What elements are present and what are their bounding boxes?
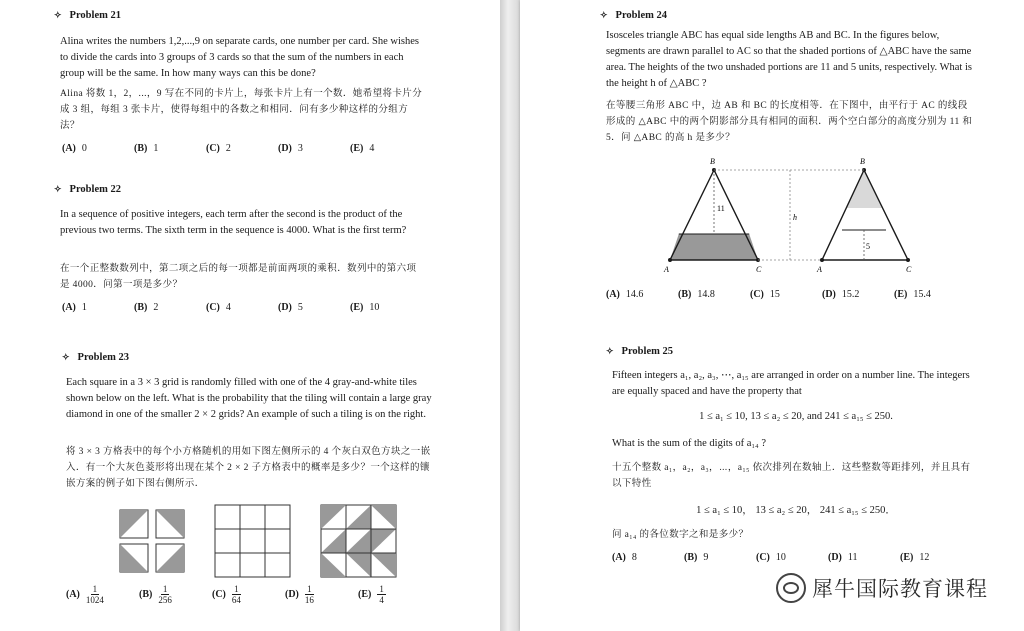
- problem-23-choices: [66, 584, 431, 605]
- choice-d: (D) $\frac{1}{16}$: [285, 584, 314, 605]
- choice-b: (B) 9: [684, 552, 709, 563]
- label-c-left: C: [756, 265, 762, 274]
- label-a-left: A: [664, 265, 669, 274]
- four-tiles-figure: [118, 508, 188, 574]
- choice-d: (D) 3: [278, 143, 303, 154]
- problem-25-inequalities: 1 ≤ a₁ ≤ 10, 13 ≤ a₂ ≤ 20, and 241 ≤ a₁₅ ≤ 250.: [699, 411, 893, 422]
- problem-25-text: Fifteen integers a₁, a₂, a₃, ⋯, a₁₅ are arranged in order on a number line. The integers are equally spaced and have the property that: [612, 370, 970, 397]
- label-a-right: A: [817, 265, 822, 274]
- problem-25-question: What is the sum of the digits of a₁₄ ?: [612, 438, 766, 449]
- choice-e: (E) 10: [350, 302, 380, 313]
- problem-23-text: Each square in a 3 × 3 grid is randomly filled with one of the 4 gray-and-white tiles shown below on the left. What is the probability that the tiling will contain a large gray diamond in one of the smaller 2 × 2 grids? An example of such a tiling is on the right.: [66, 377, 432, 420]
- left-shaded-trapezoid: [670, 234, 758, 260]
- problem-25-title: ✧ Problem 25: [606, 346, 673, 357]
- problem-22-text: In a sequence of positive integers, each term after the second is the product of the previous two terms. The sixth term in the sequence is 4000. What is the first term?: [60, 209, 407, 236]
- label-c-right: C: [906, 265, 912, 274]
- problem-25-inequalities-cn: 1 ≤ a₁ ≤ 10， 13 ≤ a₂ ≤ 20， 241 ≤ a₁₅ ≤ 250．: [696, 505, 896, 516]
- right-page: [520, 0, 1024, 631]
- choice-e: (E) 15.4: [894, 289, 931, 300]
- star-icon: ✧: [54, 184, 62, 194]
- problem-25-question-cn: 问 a₁₄ 的各位数字之和是多少？: [612, 530, 749, 540]
- choice-e: (E) $\frac{1}{4}$: [358, 584, 384, 605]
- empty-grid-figure: [214, 504, 292, 578]
- choice-a: (A) $\frac{1}{1024}$: [66, 584, 104, 605]
- problem-23-text-cn: 将 3 × 3 方格表中的每个小方格随机的用如下图左侧所示的 4 个灰白双色方块之一嵌入．有一个大灰色菱形将出现在某个 2 × 2 子方格表中的概率是多少？一个这样的镶嵌方案的例子如下图右侧所示．: [66, 447, 431, 489]
- label-h: h: [793, 213, 797, 222]
- star-icon: ✧: [54, 10, 62, 20]
- problem-22-title: ✧ Problem 22: [54, 184, 121, 195]
- choice-e: (E) 12: [900, 552, 930, 563]
- label-5: 5: [866, 242, 870, 251]
- problem-22-text-cn: 在一个正整数数列中，第二项之后的每一项都是前面两项的乘积．数列中的第六项是 4000．问第一项是多少？: [60, 264, 417, 290]
- problem-24-text-cn: 在等腰三角形 ABC 中，边 AB 和 BC 的长度相等．在下图中，由平行于 AC 的线段形成的 △ABC 中的两个阴影部分具有相同的面积．两个空白部分的高度分别为 11 和 5．问 △ABC 的高 h 是多少？: [606, 101, 973, 143]
- problem-25-choices: [612, 552, 972, 563]
- problem-24-choices: [606, 289, 966, 300]
- choice-c: (C) 15: [750, 289, 780, 300]
- choice-d: (D) 11: [828, 552, 858, 563]
- problem-25-text-cn: 十五个整数 a₁，a₂，a₃，⋯，a₁₅ 依次排列在数轴上．这些整数等距排列，并且具有以下特性: [612, 463, 971, 489]
- label-11: 11: [717, 204, 725, 213]
- choice-b: (B) 14.8: [678, 289, 715, 300]
- problem-22-choices: [62, 302, 422, 313]
- choice-c: (C) 2: [206, 143, 231, 154]
- star-icon: ✧: [600, 10, 608, 20]
- left-page: [0, 0, 500, 631]
- page-gutter: [500, 0, 520, 631]
- problem-21-text-cn: Alina 将数 1，2，...，9 写在不同的卡片上，每张卡片上有一个数．她希望将卡片分成 3 组，每组 3 张卡片，使得每组中的各数之和相同．问有多少种这样的分组方法？: [60, 89, 423, 131]
- star-icon: ✧: [606, 346, 614, 356]
- choice-a: (A) 1: [62, 302, 87, 313]
- wechat-icon: [776, 573, 806, 603]
- problem-24-text: Isosceles triangle ABC has equal side lengths AB and BC. In the figures below, segments are drawn parallel to AC so that the shaded portions of △ABC have the same area. The heights of the two unshaded portions are 11 and 5 units, respectively. What is the height h of △ABC ?: [606, 30, 972, 89]
- triangles-figure: [660, 154, 920, 276]
- choice-c: (C) 10: [756, 552, 786, 563]
- example-tiling-figure: [320, 504, 398, 578]
- problem-23-title: ✧ Problem 23: [62, 352, 129, 363]
- choice-b: (B) 1: [134, 143, 159, 154]
- choice-a: (A) 14.6: [606, 289, 644, 300]
- problem-21-title: ✧ Problem 21: [54, 10, 121, 21]
- star-icon: ✧: [62, 352, 70, 362]
- choice-a: (A) 8: [612, 552, 637, 563]
- watermark: [776, 573, 988, 603]
- choice-a: (A) 0: [62, 143, 87, 154]
- choice-e: (E) 4: [350, 143, 375, 154]
- label-b-right: B: [860, 157, 865, 166]
- choice-b: (B) 2: [134, 302, 159, 313]
- problem-21-choices: [62, 143, 422, 154]
- problem-21-text: Alina writes the numbers 1,2,...,9 on separate cards, one number per card. She wishes to divide the cards into 3 groups of 3 cards so that the sum of the numbers in each group will be the same. In how many ways can this be done?: [60, 36, 419, 79]
- right-shaded-triangle: [846, 170, 881, 208]
- problem-24-title: ✧ Problem 24: [600, 10, 667, 21]
- choice-d: (D) 15.2: [822, 289, 860, 300]
- choice-c: (C) 4: [206, 302, 231, 313]
- choice-d: (D) 5: [278, 302, 303, 313]
- label-b-left: B: [710, 157, 715, 166]
- watermark-text: 犀牛国际教育课程: [812, 577, 988, 601]
- choice-c: (C) $\frac{1}{64}$: [212, 584, 241, 605]
- choice-b: (B) $\frac{1}{256}$: [139, 584, 172, 605]
